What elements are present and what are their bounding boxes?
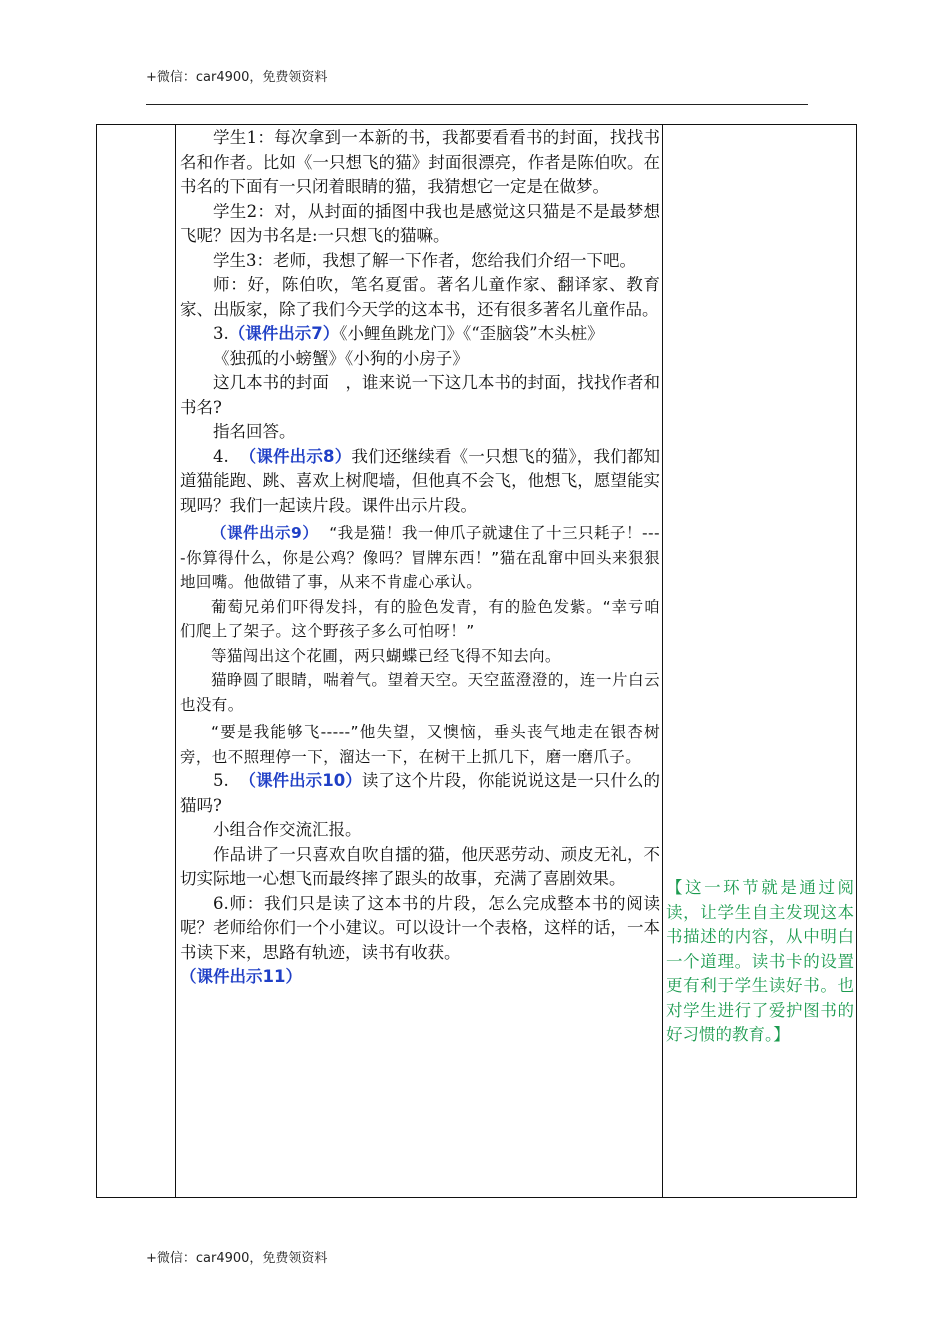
courseware-tag-9: （课件出示9） [211, 524, 319, 542]
step-text: 读了这个片段，你能说说这是一只什么的猫吗? [180, 771, 661, 815]
note-text: 【这一环节就是通过阅读，让学生自主发现这本书描述的内容，从中明白一个道理。读书卡的设置更有利于学生读好书。也对学生进行了爱护图书的好习惯的教育。】 [666, 878, 854, 1044]
paragraph-covers: 这几本书的封面 ，谁来说一下这几本书的封面，找找作者和书名? [180, 373, 660, 417]
paragraph-summary: 作品讲了一只喜欢自吹自擂的猫，他厌恶劳动、顽皮无礼，不切实际地一心想飞而最终摔了跟头的故事，充满了喜剧效果。 [180, 844, 660, 888]
paragraph-student-2: 学生2：对，从封面的插图中我也是感觉这只猫是不是最梦想飞呢？因为书名是:一只想飞的猫嘛。 [180, 201, 660, 245]
paragraph-book-list: 《独孤的小螃蟹》《小狗的小房子》 [213, 348, 469, 368]
step-number: 4. [213, 446, 229, 466]
paragraph-teacher: 师：好，陈伯吹，笔名夏雷。著名儿童作家、翻译家、教育家、出版家，除了我们今天学的这本书，还有很多著名儿童作品。 [180, 275, 660, 319]
paragraph-student-1: 学生1：每次拿到一本新的书，我都要看看书的封面，找找书名和作者。比如《一只想飞的猫》封面很漂亮，作者是陈伯吹。在书名的下面有一只闭着眼睛的猫，我猜想它一定是在做梦。 [180, 128, 660, 196]
excerpt-paragraph: 猫睁圆了眼睛，喘着气。望着天空。天空蓝澄澄的，连一片白云也没有。 [180, 671, 660, 714]
courseware-tag-11: （课件出示11） [180, 967, 302, 986]
paragraph-step-5 [180, 769, 660, 818]
paragraph-group-report: 小组合作交流汇报。 [213, 820, 362, 839]
step-text: 《小鲤鱼跳龙门》《“歪脑袋”木头桩》 [339, 324, 604, 343]
step-number: 3. [213, 324, 229, 343]
excerpt-paragraph: 葡萄兄弟们吓得发抖，有的脸色发青，有的脸色发紫。“幸亏咱们爬上了架子。这个野孩子多么可怕呀！” [180, 597, 660, 640]
courseware-tag-7: （课件出示7） [228, 324, 340, 343]
page-footer-text: +微信：car4900，免费领资料 [146, 1251, 328, 1266]
note-cell [663, 125, 857, 1198]
table-row [97, 125, 857, 1198]
excerpt-text: “我是猫！我一伸爪子就逮住了十三只耗子！----你算得什么，你是公鸡？像吗？冒牌东西！”猫在乱窜中回头来狠狠地回嘴。他做错了事，从来不肯虚心承认。 [180, 524, 661, 591]
teaching-note [666, 876, 854, 1048]
excerpt-paragraph: 等猫闯出这个花圃，两只蝴蝶已经飞得不知去向。 [211, 646, 561, 665]
left-cell [97, 125, 176, 1198]
content-body [176, 125, 662, 990]
courseware-tag-10: （课件出示10） [239, 771, 362, 790]
paragraph-student-3: 学生3：老师，我想了解一下作者，您给我们介绍一下吧。 [213, 250, 636, 270]
paragraph-step-6: 6.师：我们只是读了这本书的片段，怎么完成整本书的阅读呢？老师给你们一个小建议。可以设计一个表格，这样的话，一本书读下来，思路有轨迹，读书有收获。 [180, 893, 660, 962]
lesson-table [96, 124, 857, 1198]
paragraph-step-3 [180, 322, 660, 347]
step-number: 5. [213, 771, 229, 790]
excerpt-paragraph [180, 521, 660, 595]
story-excerpt [180, 521, 660, 769]
paragraph-courseware-11 [180, 965, 660, 990]
page-header-text: +微信：car4900，免费领资料 [146, 70, 328, 85]
header-divider [146, 104, 808, 105]
step-text: 我们还继续看《一只想飞的猫》，我们都知道猫能跑、跳、喜欢上树爬墙，但他真不会飞，他想飞，愿望能实现吗？我们一起读片段。课件出示片段。 [180, 446, 661, 515]
paragraph-answer: 指名回答。 [213, 422, 296, 441]
courseware-tag-8: （课件出示8） [239, 446, 352, 466]
paragraph-step-4 [180, 445, 660, 519]
content-cell [176, 125, 663, 1198]
excerpt-paragraph: “要是我能够飞-----”他失望，又懊恼，垂头丧气地走在银杏树旁，也不照理停一下，溜达一下，在树干上抓几下，磨一磨爪子。 [180, 723, 660, 766]
